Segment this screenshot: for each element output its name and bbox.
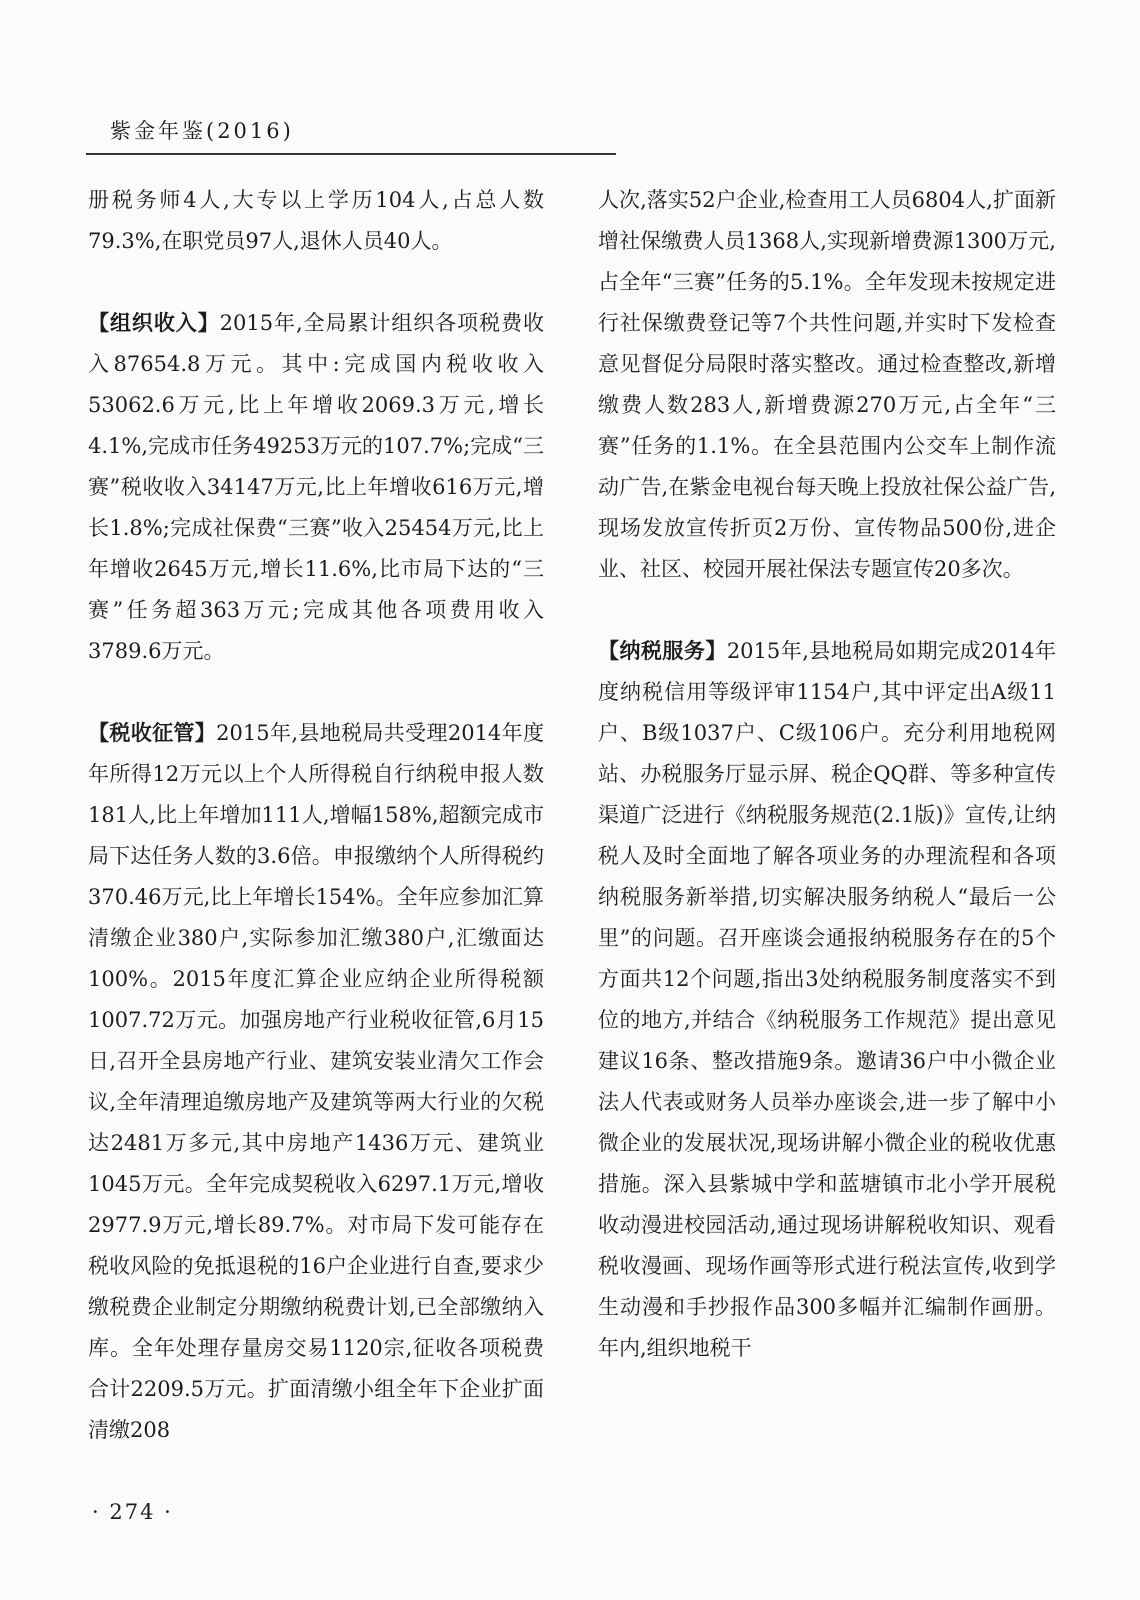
right-column	[598, 180, 1056, 1369]
continued-paragraph: 人次,落实52户企业,检查用工人员6804人,扩面新增社保缴费人员1368人,实现新增费源1300万元,占全年“三赛”任务的5.1%。全年发现未按规定进行社保缴费登记等7个共性问题,并实时下发检查意见督促分局限时落实整改。通过检查整改,新增缴费人数283人,新增费源270万元,占全年“三赛”任务的1.1%。在全县范围内公交车上制作流动广告,在紫金电视台每天晚上投放社保公益广告,现场发放宣传折页2万份、宣传物品500份,进企业、社区、校园开展社保法专题宣传20多次。	[598, 188, 1056, 581]
section-tax-collection-body: 2015年,县地税局共受理2014年度年所得12万元以上个人所得税自行纳税申报人数181人,比上年增加111人,增幅158%,超额完成市局下达任务人数的3.6倍。申报缴纳个人所得税约370.46万元,比上年增长154%。全年应参加汇算清缴企业380户,实际参加汇缴380户,汇缴面达100%。2015年度汇算企业应纳企业所得税额1007.72万元。加强房地产行业税收征管,6月15日,召开全县房地产行业、建筑安装业清欠工作会议,全年清理追缴房地产及建筑等两大行业的欠税达2481万多元,其中房地产1436万元、建筑业1045万元。全年完成契税收入6297.1万元,增收2977.9万元,增长89.7%。对市局下发可能存在税收风险的免抵退税的16户企业进行自查,要求少缴税费企业制定分期缴纳税费计划,已全部缴纳入库。全年处理存量房交易1120宗,征收各项税费合计2209.5万元。扩面清缴小组全年下企业扩面清缴208	[88, 721, 545, 1442]
intro-paragraph: 册税务师4人,大专以上学历104人,占总人数79.3%,在职党员97人,退休人员40人。	[88, 188, 544, 253]
running-header: 紫金年鉴(2016)	[110, 119, 294, 143]
section-revenue-body: 2015年,全局累计组织各项税费收入87654.8万元。其中:完成国内税收收入53062.6万元,比上年增收2069.3万元,增长4.1%,完成市任务49253万元的107.7%;完成“三赛”税收收入34147万元,比上年增收616万元,增长1.8%;完成社保费“三赛”收入25454万元,比上年增收2645万元,增长11.6%,比市局下达的“三赛”任务超363万元;完成其他各项费用收入3789.6万元。	[88, 311, 545, 663]
header-rule	[86, 153, 616, 155]
section-revenue-heading: 【组织收入】	[88, 311, 220, 335]
section-revenue	[88, 303, 544, 672]
section-tax-collection	[88, 713, 544, 1451]
page-number: · 274 ·	[92, 1500, 173, 1524]
left-column	[88, 180, 544, 1451]
section-taxpayer-service	[598, 631, 1056, 1369]
section-taxpayer-service-body: 2015年,县地税局如期完成2014年度纳税信用等级评审1154户,其中评定出A级11户、B级1037户、C级106户。充分利用地税网站、办税服务厅显示屏、税企QQ群、等多种宣传渠道广泛进行《纳税服务规范(2.1版)》宣传,让纳税人及时全面地了解各项业务的办理流程和各项纳税服务新举措,切实解决服务纳税人“最后一公里”的问题。召开座谈会通报纳税服务存在的5个方面共12个问题,指出3处纳税服务制度落实不到位的地方,并结合《纳税服务工作规范》提出意见建议16条、整改措施9条。邀请36户中小微企业法人代表或财务人员举办座谈会,进一步了解中小微企业的发展状况,现场讲解小微企业的税收优惠措施。深入县紫城中学和蓝塘镇市北小学开展税收动漫进校园活动,通过现场讲解税收知识、观看税收漫画、现场作画等形式进行税法宣传,收到学生动漫和手抄报作品300多幅并汇编制作画册。年内,组织地税干	[598, 639, 1056, 1360]
section-tax-collection-heading: 【税收征管】	[88, 721, 217, 745]
section-taxpayer-service-heading: 【纳税服务】	[598, 639, 727, 663]
